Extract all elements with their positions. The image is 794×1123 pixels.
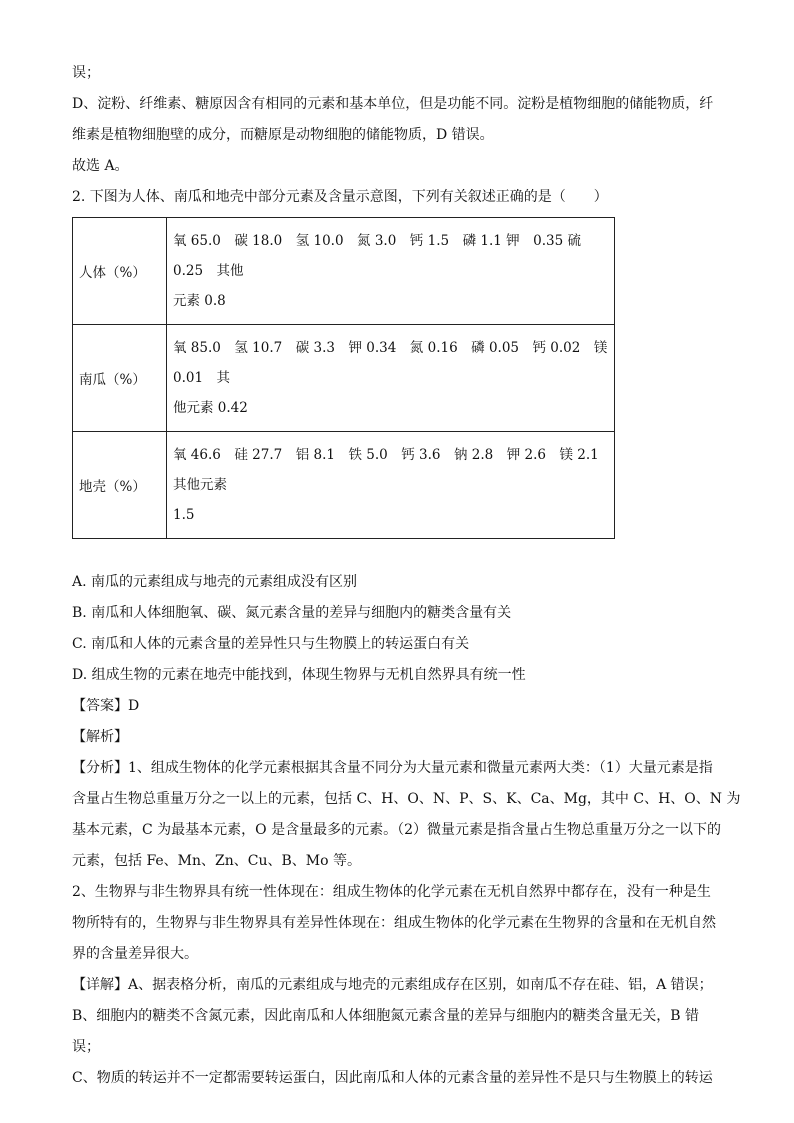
option-d: D. 组成生物的元素在地壳中能找到，体现生物界与无机自然界具有统一性 bbox=[72, 667, 526, 683]
row-header-human: 人体（%） bbox=[73, 218, 167, 325]
detail-b-line1: B、细胞内的糖类不含氮元素，因此南瓜和人体细胞氮元素含量的差异与细胞内的糖类含量无关，B 错 bbox=[72, 1008, 700, 1024]
row-values-crust bbox=[167, 432, 615, 539]
analysis-label: 【解析】 bbox=[72, 729, 128, 745]
option-b: B. 南瓜和人体细胞氧、碳、氮元素含量的差异与细胞内的糖类含量有关 bbox=[72, 605, 512, 621]
row-values-line: 他元素 0.42 bbox=[173, 400, 248, 416]
row-values-line: 氧 46.6 硅 27.7 铝 8.1 铁 5.0 钙 3.6 钠 2.8 钾 2.6 镁 2.1 其他元素 bbox=[173, 447, 613, 493]
detail-b-line2: 误； bbox=[72, 1039, 100, 1055]
fenxi-label: 【分析】 bbox=[72, 760, 128, 776]
answer-line bbox=[72, 691, 722, 722]
row-values-line: 元素 0.8 bbox=[173, 293, 226, 309]
prev-choice: 故选 A。 bbox=[72, 158, 129, 174]
answer-label: 【答案】 bbox=[72, 698, 128, 714]
analysis-p1-line3: 基本元素，C 为最基本元素，O 是含量最多的元素。（2）微量元素是指含量占生物总重量万分之一以下的 bbox=[72, 822, 721, 838]
option-a: A. 南瓜的元素组成与地壳的元素组成没有区别 bbox=[72, 574, 358, 590]
row-values-line: 氧 85.0 氢 10.7 碳 3.3 钾 0.34 氮 0.16 磷 0.05 钙 0.02 镁 0.01 其 bbox=[173, 340, 608, 386]
row-header-crust: 地壳（%） bbox=[73, 432, 167, 539]
detail-a-text: A、据表格分析，南瓜的元素组成与地壳的元素组成存在区别，如南瓜不存在硅、铝，A 错误； bbox=[128, 977, 713, 993]
answer-value: D bbox=[128, 698, 140, 714]
prev-tail: 误； bbox=[72, 65, 100, 81]
option-c: C. 南瓜和人体的元素含量的差异性只与生物膜上的转运蛋白有关 bbox=[72, 636, 470, 652]
row-values-pumpkin bbox=[167, 325, 615, 432]
table-row bbox=[73, 432, 615, 539]
table-row bbox=[73, 325, 615, 432]
prev-option-d-line1: D、淀粉、纤维素、糖原因含有相同的元素和基本单位，但是功能不同。淀粉是植物细胞的储能物质，纤 bbox=[72, 96, 714, 112]
analysis-p1-line4: 元素，包括 Fe、Mn、Zn、Cu、B、Mo 等。 bbox=[72, 853, 362, 869]
row-values-line: 氧 65.0 碳 18.0 氢 10.0 氮 3.0 钙 1.5 磷 1.1 钾 0.35 硫 0.25 其他 bbox=[173, 233, 595, 279]
row-header-pumpkin: 南瓜（%） bbox=[73, 325, 167, 432]
table-row bbox=[73, 218, 615, 325]
detail-c-line1: C、物质的转运并不一定都需要转运蛋白，因此南瓜和人体的元素含量的差异性不是只与生物膜上的转运 bbox=[72, 1070, 713, 1086]
analysis-p1-line1 bbox=[72, 753, 722, 784]
row-values-line: 1.5 bbox=[173, 507, 195, 523]
prev-option-d-line2: 维素是植物细胞壁的成分，而糖原是动物细胞的储能物质，D 错误。 bbox=[72, 127, 494, 143]
row-values-human bbox=[167, 218, 615, 325]
question-title: 2. 下图为人体、南瓜和地壳中部分元素及含量示意图，下列有关叙述正确的是（ ） bbox=[72, 189, 608, 205]
analysis-p1-text: 1、组成生物体的化学元素根据其含量不同分为大量元素和微量元素两大类：（1）大量元素是指 bbox=[128, 760, 713, 776]
analysis-p2-line3: 界的含量差异很大。 bbox=[72, 946, 198, 962]
analysis-p2-line2: 物所特有的，生物界与非生物界具有差异性体现在：组成生物体的化学元素在生物界的含量和在无机自然 bbox=[72, 915, 716, 931]
detail-a-line bbox=[72, 970, 722, 1001]
document-page bbox=[72, 58, 741, 1094]
analysis-p1-line2: 含量占生物总重量万分之一以上的元素，包括 C、H、O、N、P、S、K、Ca、Mg，其中 C、H、O、N 为 bbox=[72, 791, 741, 807]
analysis-p2-line1: 2、生物界与非生物界具有统一性体现在：组成生物体的化学元素在无机自然界中都存在，没有一种是生 bbox=[72, 884, 711, 900]
detail-label: 【详解】 bbox=[72, 977, 128, 993]
element-content-table bbox=[72, 217, 615, 539]
